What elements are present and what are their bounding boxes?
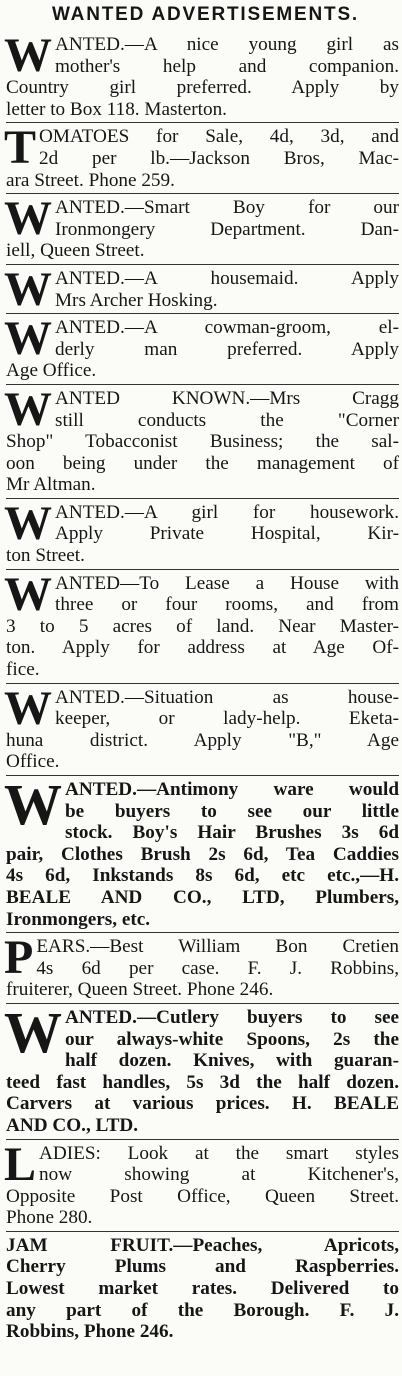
drop-cap: W xyxy=(4,772,62,837)
ad-text-line: keeper, or lady-help. Eketa- xyxy=(55,708,399,730)
ad-divider xyxy=(6,498,399,499)
drop-cap: L xyxy=(4,1137,37,1191)
ad-text-line: ADIES: Look at the smart styles xyxy=(39,1142,399,1164)
ad-text-line: Ironmongers, etc. xyxy=(6,908,151,930)
ad-text-line: Phone 280. xyxy=(6,1207,93,1229)
ad-text-line: ANTED.—A girl for housework. xyxy=(55,501,399,523)
ad-text-line: still conducts the "Corner xyxy=(55,409,399,431)
drop-cap: W xyxy=(4,29,52,82)
advertisement xyxy=(4,931,399,1001)
drop-cap: W xyxy=(4,262,52,316)
ad-text-line: fruiterer, Queen Street. Phone 246. xyxy=(6,979,274,1001)
ad-text-line: Lowest market rates. Delivered to xyxy=(6,1278,399,1300)
ad-text-line: ANTED.—Cutlery buyers to see xyxy=(65,1006,399,1028)
ad-text-line: ANTED—To Lease a House with xyxy=(55,572,399,594)
ad-divider xyxy=(6,932,399,933)
advertisement xyxy=(4,772,399,930)
ad-text-line: Robbins, Phone 246. xyxy=(6,1321,174,1343)
ads-list xyxy=(4,29,399,1343)
ad-text-line: Office. xyxy=(6,751,60,773)
ad-text-line: derly man preferred. Apply xyxy=(55,338,399,360)
ad-text-line: mother's help and companion. xyxy=(55,55,399,77)
advertisement xyxy=(4,999,399,1137)
ad-text-line: Shop" Tobacconist Business; the sal- xyxy=(6,431,399,453)
drop-cap: W xyxy=(4,496,52,550)
ad-text-line: be buyers to see our little xyxy=(65,800,399,822)
ad-divider xyxy=(6,775,399,776)
ad-text-line: teed fast handles, 5s 3d the half dozen. xyxy=(6,1071,399,1093)
drop-cap: W xyxy=(4,382,52,436)
ad-text-line: 4s 6d, Inkstands 8s 6d, etc etc.,—H. xyxy=(6,865,399,887)
drop-cap: W xyxy=(4,999,62,1065)
ad-text-line: AND CO., LTD. xyxy=(6,1114,139,1136)
ad-text-line: fice. xyxy=(6,659,40,681)
advertisement xyxy=(4,192,399,262)
drop-cap: W xyxy=(4,567,52,621)
ad-divider xyxy=(6,122,399,123)
drop-cap: W xyxy=(4,312,52,366)
ad-text-line: our always-white Spoons, 2s the xyxy=(65,1028,399,1050)
advertisement xyxy=(4,681,399,773)
advertisement xyxy=(4,567,399,681)
ad-text-line: 3 to 5 acres of land. Near Master- xyxy=(6,615,399,637)
ad-text-line: JAM FRUIT.—Peaches, Apricots, xyxy=(6,1234,399,1256)
ad-text-line: ANTED KNOWN.—Mrs Cragg xyxy=(55,387,399,409)
ad-text-line: 2d per lb.—Jackson Bros, Mac- xyxy=(39,147,399,169)
advertisement xyxy=(4,312,399,382)
ad-text-line: Country girl preferred. Apply by xyxy=(6,77,399,99)
drop-cap: P xyxy=(4,931,34,985)
ad-divider xyxy=(6,384,399,385)
ad-text-line: pair, Clothes Brush 2s 6d, Tea Caddies xyxy=(6,843,399,865)
drop-cap: W xyxy=(4,192,52,246)
ad-text-line: ANTED.—A nice young girl as xyxy=(55,34,399,55)
ad-text-line: ANTED.—A housemaid. Apply xyxy=(55,267,399,289)
ad-text-line: Apply Private Hospital, Kir- xyxy=(55,523,399,545)
advertisement xyxy=(4,496,399,567)
ad-text-line: ton. Apply for address at Age Of- xyxy=(6,637,399,659)
advertisement xyxy=(4,382,399,496)
ad-text-line: EARS.—Best William Bon Cretien xyxy=(36,936,399,958)
ad-text-line: letter to Box 118. Masterton. xyxy=(6,98,227,120)
ad-text-line: three or four rooms, and from xyxy=(55,594,399,616)
ad-text-line: ANTED.—A cowman-groom, el- xyxy=(55,317,399,339)
ad-text-line: iell, Queen Street. xyxy=(6,240,145,262)
advertisement xyxy=(4,262,399,316)
ad-text-line: ANTED.—Situation as house- xyxy=(55,686,399,708)
ad-divider xyxy=(6,569,399,570)
ad-divider xyxy=(6,683,399,684)
ad-divider xyxy=(6,1139,399,1140)
ad-divider xyxy=(6,193,399,194)
ad-divider xyxy=(6,313,399,314)
ad-text-line: Age Office. xyxy=(6,360,97,382)
ad-text-line: huna district. Apply "B," Age xyxy=(6,729,399,751)
ad-text-line: oon being under the management of xyxy=(6,452,399,474)
ad-text-line: Mrs Archer Hosking. xyxy=(55,289,218,311)
drop-cap: W xyxy=(4,681,52,735)
ad-text-line: 4s 6d per case. F. J. Robbins, xyxy=(36,957,399,979)
ad-text-line: Opposite Post Office, Queen Street. xyxy=(6,1185,399,1207)
ad-divider xyxy=(6,1003,399,1004)
advertisement xyxy=(6,1235,399,1343)
ad-text-line: OMATOES for Sale, 4d, 3d, and xyxy=(39,126,399,148)
advertisement xyxy=(4,1137,399,1229)
ad-text-line: now showing at Kitchener's, xyxy=(39,1164,399,1186)
ad-text-line: ANTED.—Smart Boy for our xyxy=(55,197,399,219)
ad-text-line: ara Street. Phone 259. xyxy=(6,169,175,191)
ad-text-line: ton Street. xyxy=(6,545,85,567)
advertisement xyxy=(4,121,399,191)
ad-text-line: Carvers at various prices. H. BEALE xyxy=(6,1093,399,1115)
ad-divider xyxy=(6,264,399,265)
drop-cap: T xyxy=(4,121,37,175)
ad-text-line: Cherry Plums and Raspberries. xyxy=(6,1256,399,1278)
ad-text-line: stock. Boy's Hair Brushes 3s 6d xyxy=(65,822,399,844)
ad-text-line: Ironmongery Department. Dan- xyxy=(55,218,399,240)
ad-text-line: half dozen. Knives, with guaran- xyxy=(65,1050,399,1072)
ad-divider xyxy=(6,1231,399,1232)
ad-text-line: Mr Altman. xyxy=(6,474,96,496)
ad-text-line: any part of the Borough. F. J. xyxy=(6,1299,399,1321)
ad-text-line: ANTED.—Antimony ware would xyxy=(65,779,399,800)
column-header: WANTED ADVERTISEMENTS. xyxy=(51,4,360,25)
ad-text-line: BEALE AND CO., LTD, Plumbers, xyxy=(6,886,399,908)
advertisement xyxy=(4,29,399,120)
